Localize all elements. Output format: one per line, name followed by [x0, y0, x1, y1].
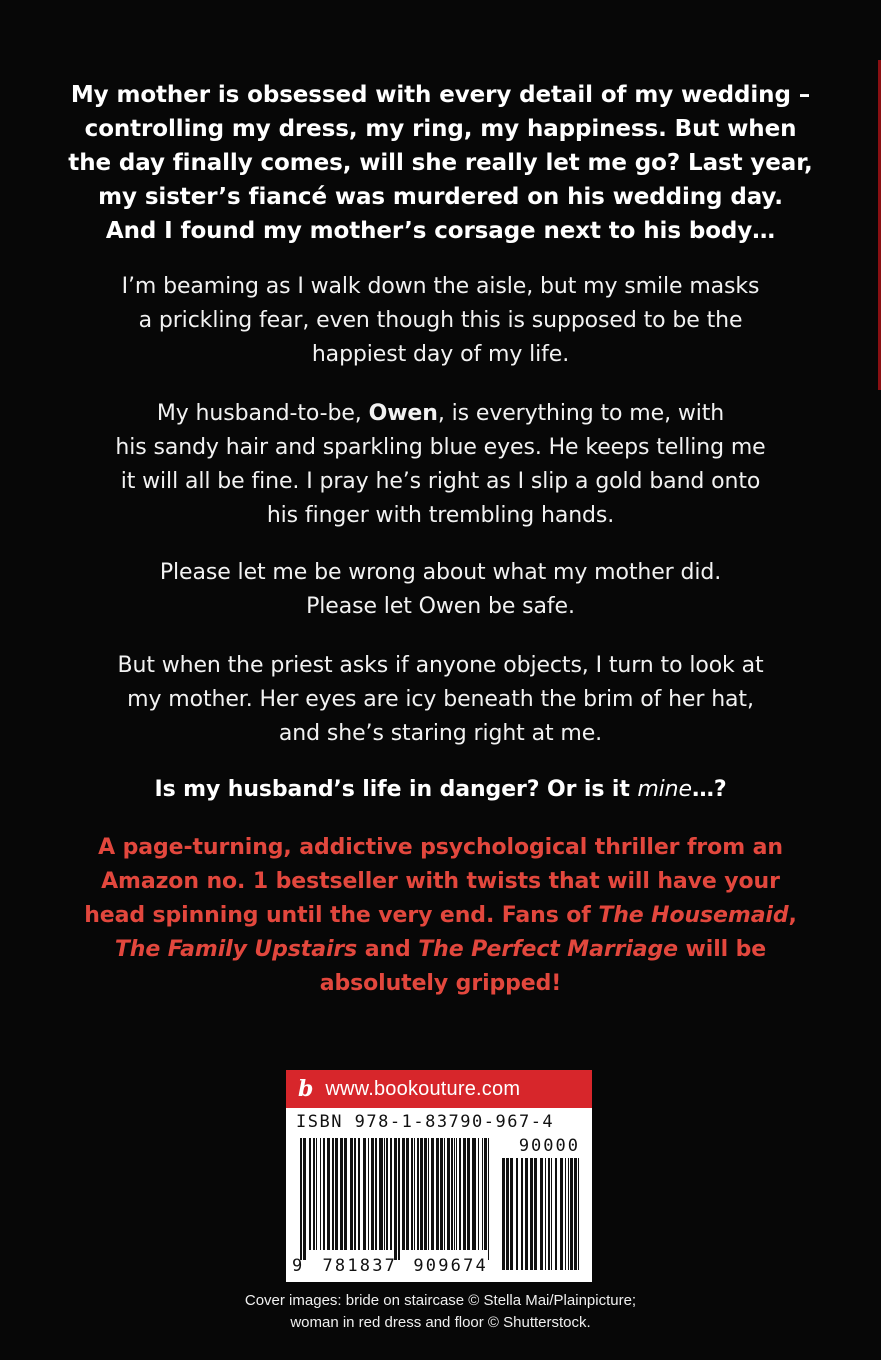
barcode-bar — [488, 1138, 489, 1260]
barcode-bar — [510, 1158, 513, 1270]
blurb-paragraph-3 — [60, 556, 821, 624]
barcode-bar — [386, 1138, 388, 1250]
pitch-line — [60, 933, 821, 967]
barcode-bar — [574, 1158, 577, 1270]
tagline-question — [60, 773, 821, 807]
barcode-bar — [440, 1138, 443, 1250]
barcode-bar — [303, 1138, 306, 1260]
book-title: The Family Upstairs — [114, 937, 358, 962]
barcode-bar — [327, 1138, 330, 1250]
barcode-bar — [447, 1138, 450, 1250]
barcode-bar — [323, 1138, 325, 1250]
blurb-line: and she’s staring right at me. — [278, 721, 603, 746]
barcode-bar — [379, 1138, 383, 1250]
barcode-bar — [456, 1138, 457, 1250]
barcode-bar — [560, 1158, 563, 1270]
barcode-bar — [467, 1138, 470, 1250]
blurb-line: Please let Owen be safe. — [306, 594, 575, 619]
question-text: Is my husband’s life in danger? Or is it — [154, 777, 638, 802]
barcode-bar — [463, 1138, 466, 1250]
publisher-url: www.bookouture.com — [325, 1077, 521, 1100]
barcode-bar — [570, 1158, 573, 1270]
blurb-paragraph-1 — [60, 270, 821, 372]
pitch-line: A page-turning, addictive psychological thriller from an — [98, 835, 783, 860]
cover-image-credits — [60, 1290, 821, 1334]
hook-line: controlling my dress, my ring, my happiness. But when — [84, 116, 797, 142]
barcode-bar — [478, 1138, 479, 1250]
hook-line: my sister’s fiancé was murdered on his wedding day. — [98, 184, 783, 210]
barcode-bar — [320, 1138, 321, 1250]
question-emphasis: mine — [637, 777, 692, 802]
barcode-bar — [565, 1158, 566, 1270]
barcode-bar — [555, 1158, 557, 1270]
barcode-bar — [420, 1138, 423, 1250]
pitch-text: head spinning until the very end. Fans of — [84, 903, 599, 928]
blurb-line: it will all be fine. I pray he’s right as I slip a gold band onto — [120, 469, 761, 494]
barcode-bar — [406, 1138, 409, 1250]
credit-line: woman in red dress and floor © Shutterstock. — [290, 1314, 591, 1331]
isbn-barcode-panel — [286, 1070, 592, 1282]
question-text: …? — [691, 777, 727, 802]
blurb-line: happiest day of my life. — [311, 342, 570, 367]
barcode-bar — [313, 1138, 315, 1250]
barcode-bar — [472, 1138, 476, 1250]
barcode-bar — [521, 1158, 523, 1270]
barcode-bar — [551, 1158, 552, 1270]
blurb-line: his sandy hair and sparkling blue eyes. He keeps telling me — [115, 435, 766, 460]
barcode-bar — [335, 1138, 338, 1250]
barcode-bar — [394, 1138, 397, 1260]
blurb-line — [60, 397, 821, 431]
barcode-bar — [411, 1138, 413, 1250]
barcode-bar — [424, 1138, 427, 1250]
pitch-line: absolutely gripped! — [319, 971, 562, 996]
barcode-bar — [525, 1158, 528, 1270]
pitch-line — [60, 899, 821, 933]
barcode-bar — [482, 1138, 483, 1250]
barcode-bar — [371, 1138, 374, 1250]
blurb-line: his finger with trembling hands. — [266, 503, 615, 528]
barcode-bar — [502, 1158, 505, 1270]
pitch-text: will be — [677, 937, 767, 962]
character-name: Owen — [368, 401, 438, 426]
barcode-bar — [375, 1138, 377, 1250]
barcode-bar — [428, 1138, 429, 1250]
barcode-bar — [417, 1138, 419, 1250]
barcode-bar — [545, 1158, 546, 1270]
barcode-bar — [384, 1138, 385, 1250]
blurb-line: I’m beaming as I walk down the aisle, but my smile masks — [121, 274, 760, 299]
barcode-bar — [578, 1158, 579, 1270]
ean-digit: 781837 — [322, 1256, 398, 1276]
ean-digits — [292, 1256, 488, 1276]
blurb-text: My husband-to-be, — [156, 401, 369, 426]
blurb-paragraph-2 — [60, 397, 821, 533]
barcode-bar — [300, 1138, 302, 1260]
barcode-bar — [454, 1138, 455, 1250]
barcode-bar — [316, 1138, 317, 1250]
hook-line: My mother is obsessed with every detail of my wedding – — [70, 82, 811, 108]
barcode-bar — [350, 1138, 353, 1250]
barcode-bar — [414, 1138, 415, 1250]
barcode-bar — [340, 1138, 343, 1250]
marketing-pitch — [60, 831, 821, 1001]
barcode-bar — [358, 1138, 360, 1250]
barcode-bar — [534, 1158, 537, 1270]
ean-digit: 909674 — [413, 1256, 488, 1276]
barcode-bar — [368, 1138, 369, 1250]
question-line — [60, 773, 821, 807]
barcode-bar — [431, 1138, 434, 1250]
barcode-bars — [286, 1070, 592, 1282]
barcode-bar — [484, 1138, 487, 1250]
barcode-bar — [451, 1138, 453, 1250]
blurb-text: , is everything to me, with — [437, 401, 725, 426]
blurb-line: a prickling fear, even though this is supposed to be the — [138, 308, 743, 333]
book-title: The Housemaid — [598, 903, 789, 928]
pitch-line: Amazon no. 1 bestseller with twists that will have your — [101, 869, 780, 894]
barcode-bar — [540, 1158, 543, 1270]
bookouture-logo-icon: b — [298, 1076, 314, 1102]
barcode-bar — [332, 1138, 334, 1250]
barcode-bar — [506, 1158, 509, 1270]
barcode-bar — [402, 1138, 405, 1250]
pitch-text: , — [788, 903, 797, 928]
book-title: The Perfect Marriage — [418, 937, 678, 962]
barcode-bar — [516, 1158, 518, 1270]
barcode-bar — [363, 1138, 366, 1250]
barcode-bar — [390, 1138, 392, 1250]
barcode-bar — [568, 1158, 569, 1270]
barcode-bar — [444, 1138, 445, 1250]
barcode-bar — [530, 1158, 533, 1270]
hook-paragraph — [60, 78, 821, 248]
isbn-text: ISBN 978-1-83790-967-4 — [296, 1112, 555, 1132]
price-addon-number: 90000 — [518, 1136, 580, 1156]
blurb-line: Please let me be wrong about what my mother did. — [159, 560, 722, 585]
barcode-bar — [436, 1138, 439, 1250]
ean-digit: 9 — [292, 1256, 303, 1276]
pitch-text: and — [357, 937, 419, 962]
barcode-bar — [309, 1138, 311, 1250]
barcode-bar — [354, 1138, 356, 1250]
hook-line: And I found my mother’s corsage next to his body… — [105, 218, 776, 244]
credit-line: Cover images: bride on staircase © Stella Mai/Plainpicture; — [244, 1292, 637, 1309]
barcode-bar — [398, 1138, 400, 1260]
blurb-line: But when the priest asks if anyone objects, I turn to look at — [117, 653, 764, 678]
hook-line: the day finally comes, will she really let me go? Last year, — [68, 150, 813, 176]
barcode-bar — [459, 1138, 461, 1250]
blurb-paragraph-4 — [60, 649, 821, 751]
blurb-line: my mother. Her eyes are icy beneath the brim of her hat, — [127, 687, 754, 712]
barcode-bar — [548, 1158, 550, 1270]
barcode-bar — [344, 1138, 347, 1250]
